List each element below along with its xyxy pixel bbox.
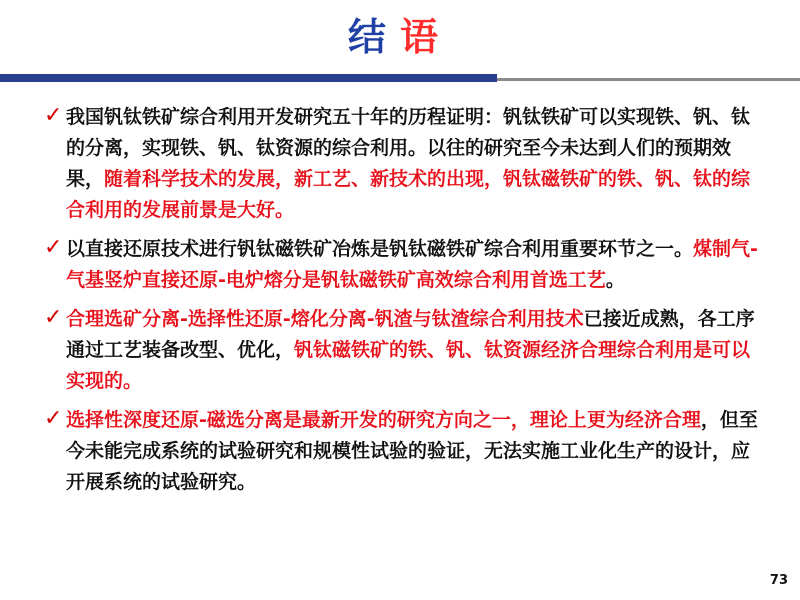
- item-4-text-black-2: ，但至今未能完成系统的试验研究和规模性试验的验证，无法实施工业化生产的设计，应开展系统的试验研究。: [66, 409, 758, 493]
- conclusion-item-3: [44, 304, 764, 397]
- checkmark-icon: ✓: [44, 103, 63, 128]
- item-3-text-red-2: 钒钛磁铁矿的铁、钒、钛资源经济合理综合利用是可以实现的。: [66, 339, 751, 392]
- checkmark-icon: ✓: [44, 406, 63, 431]
- conclusion-item-2: [44, 234, 764, 296]
- page-title: [0, 14, 800, 60]
- item-1-text-black: 我国钒钛铁矿综合利用开发研究五十年的历程证明：钒钛铁矿可以实现铁、钒、钛的分离，实现铁、钒、钛资源的综合利用。以往的研究至今未达到人们的预期效果，: [66, 106, 751, 190]
- item-2-text-black-2: 。: [605, 269, 625, 291]
- item-4-text-red: 选择性深度还原-磁选分离是最新开发的研究方向之一，理论上更为经济合理: [66, 409, 701, 431]
- checkmark-icon: ✓: [44, 305, 63, 330]
- checkmark-icon: ✓: [44, 235, 63, 260]
- conclusion-list: [44, 102, 764, 506]
- item-2-text-red: 煤制气-气基竖炉直接还原-电炉熔分是钒钛磁铁矿高效综合利用首选工艺: [66, 238, 758, 291]
- title-underline-blue: [0, 74, 497, 82]
- title-underline-gray: [497, 78, 800, 81]
- conclusion-item-1: [44, 102, 764, 226]
- item-1-text-red: 随着科学技术的发展，新工艺、新技术的出现，钒钛磁铁矿的铁、钒、钛的综合利用的发展前景是大好。: [66, 168, 751, 221]
- title-char-1: 结: [347, 15, 400, 59]
- item-3-text-red: 合理选矿分离-选择性还原-熔化分离-钒渣与钛渣综合利用技术: [66, 308, 584, 330]
- title-char-2: 语: [400, 15, 453, 59]
- conclusion-item-4: [44, 405, 764, 498]
- page-number: 73: [769, 573, 788, 588]
- item-3-text-black-2: 已接近成熟，各工序通过工艺装备改型、优化，: [66, 308, 755, 361]
- item-2-text-black: 以直接还原技术进行钒钛磁铁矿冶炼是钒钛磁铁矿综合利用重要环节之一。: [66, 238, 694, 260]
